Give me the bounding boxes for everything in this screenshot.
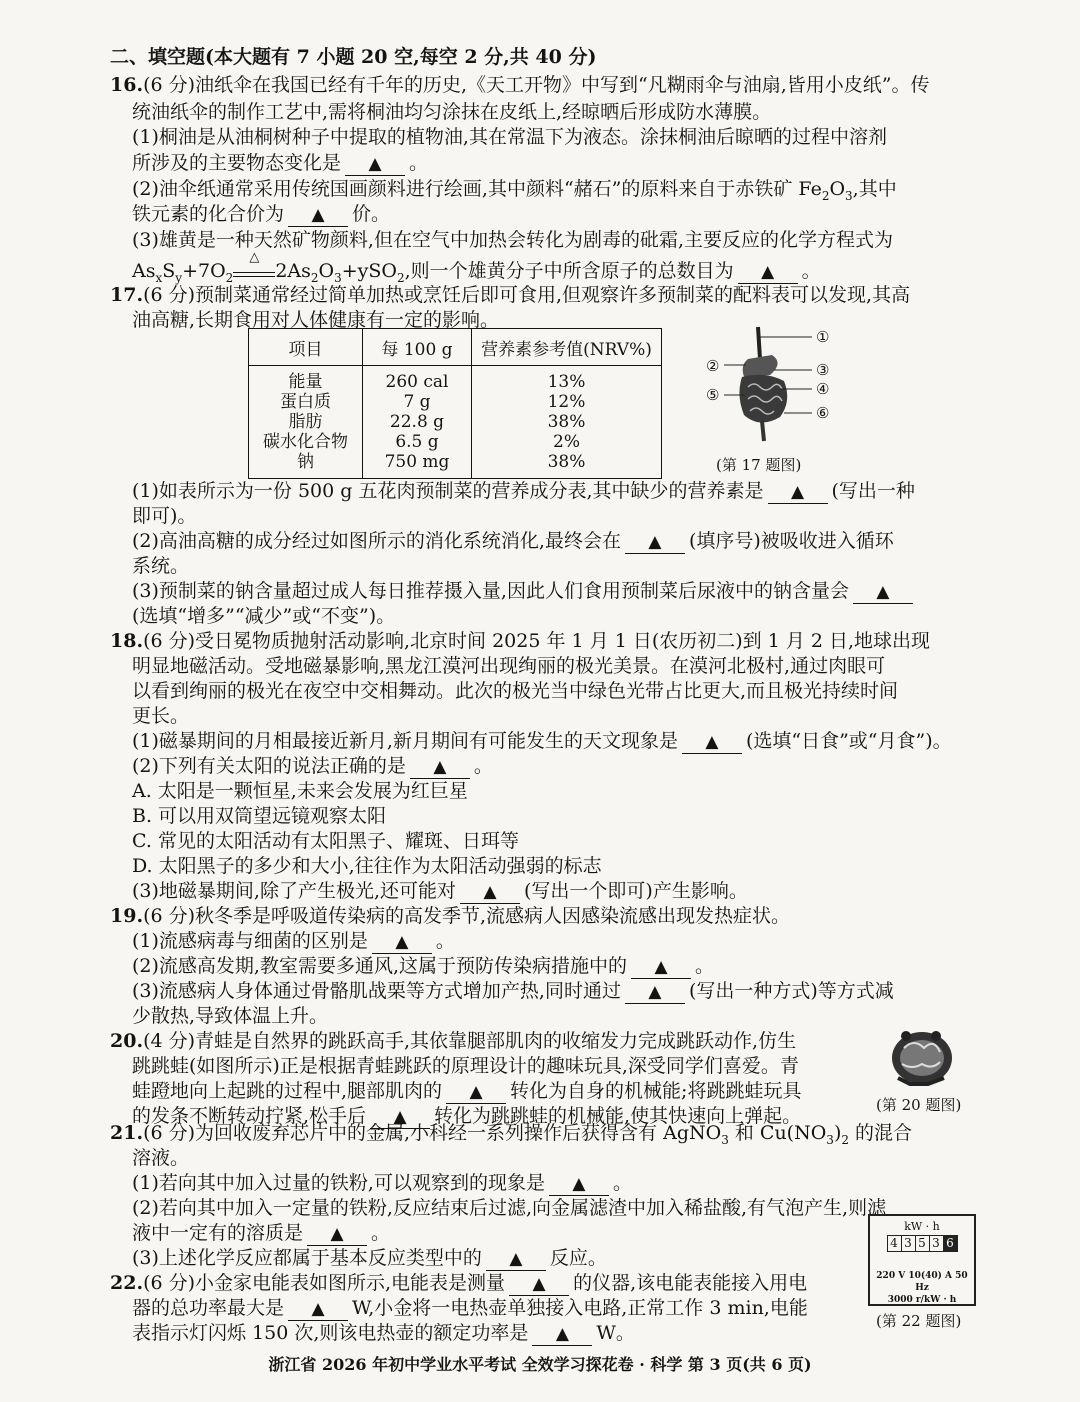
q19-number: 19. — [110, 905, 144, 927]
q18-s3-text: (3)地磁暴期间,除了产生极光,还可能对 — [132, 880, 456, 902]
meter-digit-decimal: 6 — [944, 1235, 958, 1252]
q21-s3-text: (3)上述化学反应都属于基本反应类型中的 — [132, 1247, 482, 1269]
eq-r3: 3 — [334, 270, 342, 285]
q18-option-d: D. 太阳黑子的多少和大小,往往作为太阳活动强弱的标志 — [132, 855, 602, 877]
nutrition-table — [248, 328, 662, 479]
meter-spec-2: 3000 r/kW · h — [887, 1295, 957, 1305]
q16-text5: (2)油伞纸通常采用传统国画颜料进行绘画,其中颜料“赭石”的原料来自于赤铁矿 Fe — [132, 178, 822, 200]
meter-digit: 4 — [887, 1235, 902, 1252]
eq-x: x — [155, 270, 163, 285]
meter-spec-1: 220 V 10(40) A 50 Hz — [876, 1271, 968, 1293]
triangle-icon: ▲ — [395, 932, 409, 952]
q17-blank1[interactable] — [768, 480, 828, 504]
table-cell: 脂肪 — [249, 412, 363, 432]
fig17-label-4: ④ — [816, 380, 830, 398]
q16-line6 — [132, 201, 390, 227]
delta-icon: △ — [249, 250, 260, 265]
q17-sub3-cont: (选填“增多”“减少”或“不变”)。 — [132, 605, 396, 627]
q18-number: 18. — [110, 630, 144, 652]
q18-s1-text2: (选填“日食”或“月食”)。 — [745, 730, 952, 752]
q20-text3: 蛙蹬地向上起跳的过程中,腿部肌肉的 — [132, 1080, 443, 1102]
q18-blank2[interactable] — [410, 755, 470, 779]
triangle-icon: ▲ — [648, 982, 662, 1002]
q16-line4 — [132, 150, 428, 176]
table-header-row — [249, 329, 662, 366]
q22-text2b: W,小金将一电热壶单独接入电路,正常工作 3 min,电能 — [352, 1297, 808, 1319]
q21-sub3 — [132, 1245, 607, 1271]
q19-line1 — [110, 903, 790, 929]
eq-o2: +7O — [182, 260, 226, 282]
q17-s1-text2: (写出一种 — [831, 480, 915, 502]
q21-text1c: ) — [833, 1122, 842, 1144]
table-cell: 钠 — [249, 452, 363, 479]
q18-option-b: B. 可以用双筒望远镜观察太阳 — [132, 805, 387, 827]
q22-text1b: 的仪器,该电能表能接入用电 — [573, 1272, 808, 1294]
q20-line3 — [132, 1078, 801, 1104]
q22-blank1[interactable] — [509, 1272, 569, 1296]
triangle-icon: ▲ — [790, 482, 805, 502]
triangle-icon: ▲ — [761, 262, 775, 282]
table-cell: 蛋白质 — [249, 392, 363, 412]
table-row — [249, 432, 662, 452]
q16-text4: 所涉及的主要物态变化是 — [132, 152, 342, 174]
q17-sub2 — [132, 528, 894, 554]
table-header: 项目 — [249, 329, 363, 366]
q16-text6: 铁元素的化合价为 — [132, 203, 285, 225]
q19-s2-text2: 。 — [695, 955, 715, 977]
q16-sub2: 3 — [845, 188, 853, 203]
triangle-icon: ▲ — [368, 154, 382, 174]
table-cell: 38% — [472, 412, 662, 432]
q21-text1b: 和 Cu(NO — [728, 1122, 827, 1144]
q19-s3-text2: (写出一种方式)等方式减 — [688, 980, 894, 1002]
q21-sub1: 3 — [721, 1132, 729, 1147]
eq-s: S — [162, 260, 176, 282]
eq-so2-sub: 2 — [396, 270, 405, 285]
q17-s2-text2: (填序号)被吸收进入循环 — [688, 530, 894, 552]
table-cell: 38% — [472, 452, 662, 479]
section-header: 二、填空题(本大题有 7 小题 20 空,每空 2 分,共 40 分) — [110, 46, 597, 68]
q21-line2: 溶液。 — [132, 1147, 190, 1169]
q21-text1d: 的混合 — [849, 1122, 913, 1144]
q20-line2: 跳跳蛙(如图所示)正是根据青蛙跳跃的原理设计的趣味玩具,深受同学们喜爱。青 — [132, 1055, 799, 1077]
q22-blank3[interactable] — [532, 1322, 592, 1346]
q16-text5-end: ,其中 — [852, 178, 897, 200]
q16-blank3[interactable] — [738, 260, 798, 284]
table-row — [249, 412, 662, 432]
table-cell: 7 g — [363, 392, 472, 412]
q18-s3-text2: (写出一个即可)产生影响。 — [524, 880, 748, 902]
q17-line2: 油高糖,长期食用对人体健康有一定的影响。 — [132, 309, 500, 331]
triangle-icon: ▲ — [876, 582, 890, 602]
q19-sub3 — [132, 978, 894, 1004]
table-row — [249, 452, 662, 479]
q16-o: O — [829, 178, 846, 200]
q16-blank2[interactable] — [288, 203, 348, 227]
triangle-icon: ▲ — [469, 1082, 483, 1102]
q19-s3-text: (3)流感病人身体通过骨骼肌战栗等方式增加产热,同时通过 — [132, 980, 621, 1002]
q21-s1-text2: 。 — [612, 1172, 632, 1194]
q16-text1: (6 分)油纸伞在我国已经有千年的历史,《天工开物》中写到“凡糊雨伞与油扇,皆用小皮纸”。传 — [143, 74, 930, 96]
q17-s1-text: (1)如表所示为一份 500 g 五花肉预制菜的营养成分表,其中缺少的营养素是 — [132, 480, 764, 502]
q16-line2: 统油纸伞的制作工艺中,需将桐油均匀涂抹在皮纸上,经晾晒后形成防水薄膜。 — [132, 101, 772, 123]
q20-text1: (4 分)青蛙是自然界的跳跃高手,其依靠腿部肌肉的收缩发力完成跳跃动作,仿生 — [143, 1030, 797, 1052]
q22-text3: 表指示灯闪烁 150 次,则该电热壶的额定功率是 — [132, 1322, 529, 1344]
q21-sub1 — [132, 1170, 632, 1196]
electricity-meter-figure — [868, 1214, 976, 1306]
q16-line1 — [110, 72, 930, 98]
eq-so2: +ySO — [341, 260, 397, 282]
q16-text8: ,则一个雄黄分子中所含原子的总数目为 — [404, 260, 734, 282]
fig22-caption: (第 22 题图) — [876, 1312, 962, 1330]
q20-text4b: 转化为跳跳蛙的机械能,使其快速向上弹起。 — [434, 1105, 802, 1127]
q21-s2-text: 液中一定有的溶质是 — [132, 1222, 304, 1244]
table-cell: 2% — [472, 432, 662, 452]
q18-s2-text: (2)下列有关太阳的说法正确的是 — [132, 755, 406, 777]
fig17-label-3: ③ — [816, 361, 830, 379]
q19-blank2[interactable] — [631, 955, 691, 979]
q18-s1-text: (1)磁暴期间的月相最接近新月,新月期间有可能发生的天文现象是 — [132, 730, 678, 752]
q18-line1 — [110, 628, 930, 654]
q17-sub1-cont: 即可)。 — [132, 505, 197, 527]
q21-blank2[interactable] — [307, 1222, 367, 1246]
table-cell: 22.8 g — [363, 412, 472, 432]
q19-sub1 — [132, 928, 455, 954]
meter-digit: 5 — [916, 1235, 930, 1252]
q16-text4b: 。 — [409, 152, 429, 174]
q17-blank3[interactable] — [853, 580, 913, 604]
q20-text3b: 转化为自身的机械能;将跳跳蛙玩具 — [510, 1080, 802, 1102]
q21-blank3[interactable] — [486, 1247, 546, 1271]
eq-y: y — [175, 270, 183, 285]
eq-arrow — [233, 250, 275, 277]
triangle-icon: ▲ — [483, 882, 497, 902]
q16-text6b: 价。 — [352, 203, 391, 225]
fig20-caption: (第 20 题图) — [876, 1096, 962, 1114]
meter-digit: 3 — [902, 1235, 916, 1252]
triangle-icon: ▲ — [433, 757, 447, 777]
q17-text1: (6 分)预制菜通常经过简单加热或烹饪后即可食用,但观察许多预制菜的配料表可以发现,其高 — [143, 284, 911, 306]
triangle-icon: ▲ — [509, 1249, 523, 1269]
eq-right: 2As — [275, 260, 311, 282]
q19-text1: (6 分)秋冬季是呼吸道传染病的高发季节,流感病人因感染流感出现发热症状。 — [143, 905, 791, 927]
eq-o3: O — [318, 260, 335, 282]
q18-sub3 — [132, 878, 748, 904]
fig17-label-5: ⑤ — [706, 386, 720, 404]
q17-line1 — [110, 282, 910, 308]
q21-sub2: 3 — [826, 1132, 834, 1147]
q16-text8c: 。 — [801, 260, 821, 282]
q18-option-c: C. 常见的太阳活动有太阳黑子、耀斑、日珥等 — [132, 830, 519, 852]
q19-s1-text2: 。 — [435, 930, 455, 952]
q21-number: 21. — [110, 1122, 144, 1144]
q17-sub1 — [132, 478, 915, 504]
eq-o2-sub: 2 — [225, 270, 234, 285]
q18-line4: 更长。 — [132, 705, 190, 727]
triangle-icon: ▲ — [330, 1224, 344, 1244]
q19-blank1[interactable] — [372, 930, 432, 954]
q18-line2: 明显地磁活动。受地磁暴影响,黑龙江漠河出现绚丽的极光美景。在漠河北极村,通过肉眼可 — [132, 655, 886, 677]
q22-text2: 器的总功率最大是 — [132, 1297, 285, 1319]
q17-s3-text: (3)预制菜的钠含量超过成人每日推荐摄入量,因此人们食用预制菜后尿液中的钠含量会 — [132, 580, 849, 602]
table-cell: 能量 — [249, 366, 363, 393]
q22-blank2[interactable] — [288, 1297, 348, 1321]
q21-text1: (6 分)为回收废弃芯片中的金属,小科经一系列操作后获得含有 AgNO — [143, 1122, 722, 1144]
q19-sub3-cont: 少散热,导致体温上升。 — [132, 1005, 329, 1027]
q21-sub2: (2)若向其中加入一定量的铁粉,反应结束后过滤,向金属滤渣中加入稀盐酸,有气泡产生,则滤 — [132, 1197, 887, 1219]
q22-line2 — [132, 1295, 808, 1321]
q22-text1: (6 分)小金家电能表如图所示,电能表是测量 — [143, 1272, 506, 1294]
q18-blank1[interactable] — [682, 730, 742, 754]
fig17-caption: (第 17 题图) — [716, 456, 802, 474]
q22-line1 — [110, 1270, 807, 1296]
q16-line3: (1)桐油是从油桐树种子中提取的植物油,其在常温下为液态。涂抹桐油后晾晒的过程中溶剂 — [132, 126, 887, 148]
table-header: 每 100 g — [363, 329, 472, 366]
table-cell: 750 mg — [363, 452, 472, 479]
q21-s3-text2: 反应。 — [549, 1247, 607, 1269]
q21-blank1[interactable] — [549, 1172, 609, 1196]
q17-number: 17. — [110, 284, 144, 306]
fig17-label-6: ⑥ — [816, 404, 830, 422]
table-row — [249, 366, 662, 393]
q16-line7: (3)雄黄是一种天然矿物颜料,但在空气中加热会转化为剧毒的砒霜,主要反应的化学方程式为 — [132, 229, 893, 251]
q22-line3 — [132, 1320, 635, 1346]
q18-text1: (6 分)受日冕物质抛射活动影响,北京时间 2025 年 1 月 1 日(农历初二)到 1 月 2 日,地球出现 — [143, 630, 931, 652]
q22-text3b: W。 — [596, 1322, 635, 1344]
triangle-icon: ▲ — [532, 1274, 546, 1294]
q17-sub3 — [132, 578, 917, 604]
q21-sub2-cont — [132, 1220, 390, 1246]
table-cell: 6.5 g — [363, 432, 472, 452]
q16-blank1[interactable] — [345, 152, 405, 176]
q18-sub1 — [132, 728, 952, 754]
q19-s2-text: (2)流感高发期,教室需要多通风,这属于预防传染病措施中的 — [132, 955, 627, 977]
q17-blank2[interactable] — [625, 530, 685, 554]
q20-blank1[interactable] — [446, 1080, 506, 1104]
meter-digit: 3 — [930, 1235, 944, 1252]
eq-as: As — [132, 260, 156, 282]
table-cell: 260 cal — [363, 366, 472, 393]
q20-number: 20. — [110, 1030, 144, 1052]
fig17-label-1: ① — [816, 328, 830, 346]
triangle-icon: ▲ — [572, 1174, 586, 1194]
q18-sub2 — [132, 753, 493, 779]
fig17-label-2: ② — [706, 357, 720, 375]
meter-digits — [870, 1235, 974, 1252]
triangle-icon: ▲ — [393, 1107, 407, 1127]
q18-s2-text2: 。 — [473, 755, 493, 777]
table-row — [249, 392, 662, 412]
triangle-icon: ▲ — [311, 205, 325, 225]
page-footer: 浙江省 2026 年初中学业水平考试 全效学习探花卷 · 科学 第 3 页(共 6 页) — [268, 1355, 812, 1374]
q18-line3: 以看到绚丽的极光在夜空中交相舞动。此次的极光当中绿色光带占比更大,而且极光持续时间 — [132, 680, 899, 702]
q19-sub2 — [132, 953, 714, 979]
q21-line1 — [110, 1120, 912, 1153]
triangle-icon: ▲ — [654, 957, 668, 977]
table-header: 营养素参考值(NRV%) — [472, 329, 662, 366]
triangle-icon: ▲ — [705, 732, 719, 752]
q16-number: 16. — [110, 74, 144, 96]
q17-s2-text: (2)高油高糖的成分经过如图所示的消化系统消化,最终会在 — [132, 530, 621, 552]
triangle-icon: ▲ — [648, 532, 662, 552]
q22-number: 22. — [110, 1272, 144, 1294]
q21-s2-text2: 。 — [371, 1222, 391, 1244]
q18-blank3[interactable] — [460, 880, 520, 904]
q20-line1 — [110, 1028, 796, 1054]
q19-s1-text: (1)流感病毒与细菌的区别是 — [132, 930, 368, 952]
q16-sub: 2 — [821, 188, 830, 203]
meter-unit: kW · h — [904, 1220, 940, 1233]
eq-r2: 2 — [310, 270, 319, 285]
table-cell: 13% — [472, 366, 662, 393]
q18-option-a: A. 太阳是一颗恒星,未来会发展为红巨星 — [132, 780, 468, 802]
q17-sub2-cont: 系统。 — [132, 555, 190, 577]
q20-text4: 的发条不断转动拧紧,松手后 — [132, 1105, 367, 1127]
q19-blank3[interactable] — [625, 980, 685, 1004]
q21-s1-text: (1)若向其中加入过量的铁粉,可以观察到的现象是 — [132, 1172, 545, 1194]
table-cell: 碳水化合物 — [249, 432, 363, 452]
q21-sub3: 2 — [841, 1132, 849, 1147]
triangle-icon: ▲ — [311, 1299, 325, 1319]
table-cell: 12% — [472, 392, 662, 412]
frog-toy-figure — [884, 1018, 958, 1092]
triangle-icon: ▲ — [555, 1324, 569, 1344]
